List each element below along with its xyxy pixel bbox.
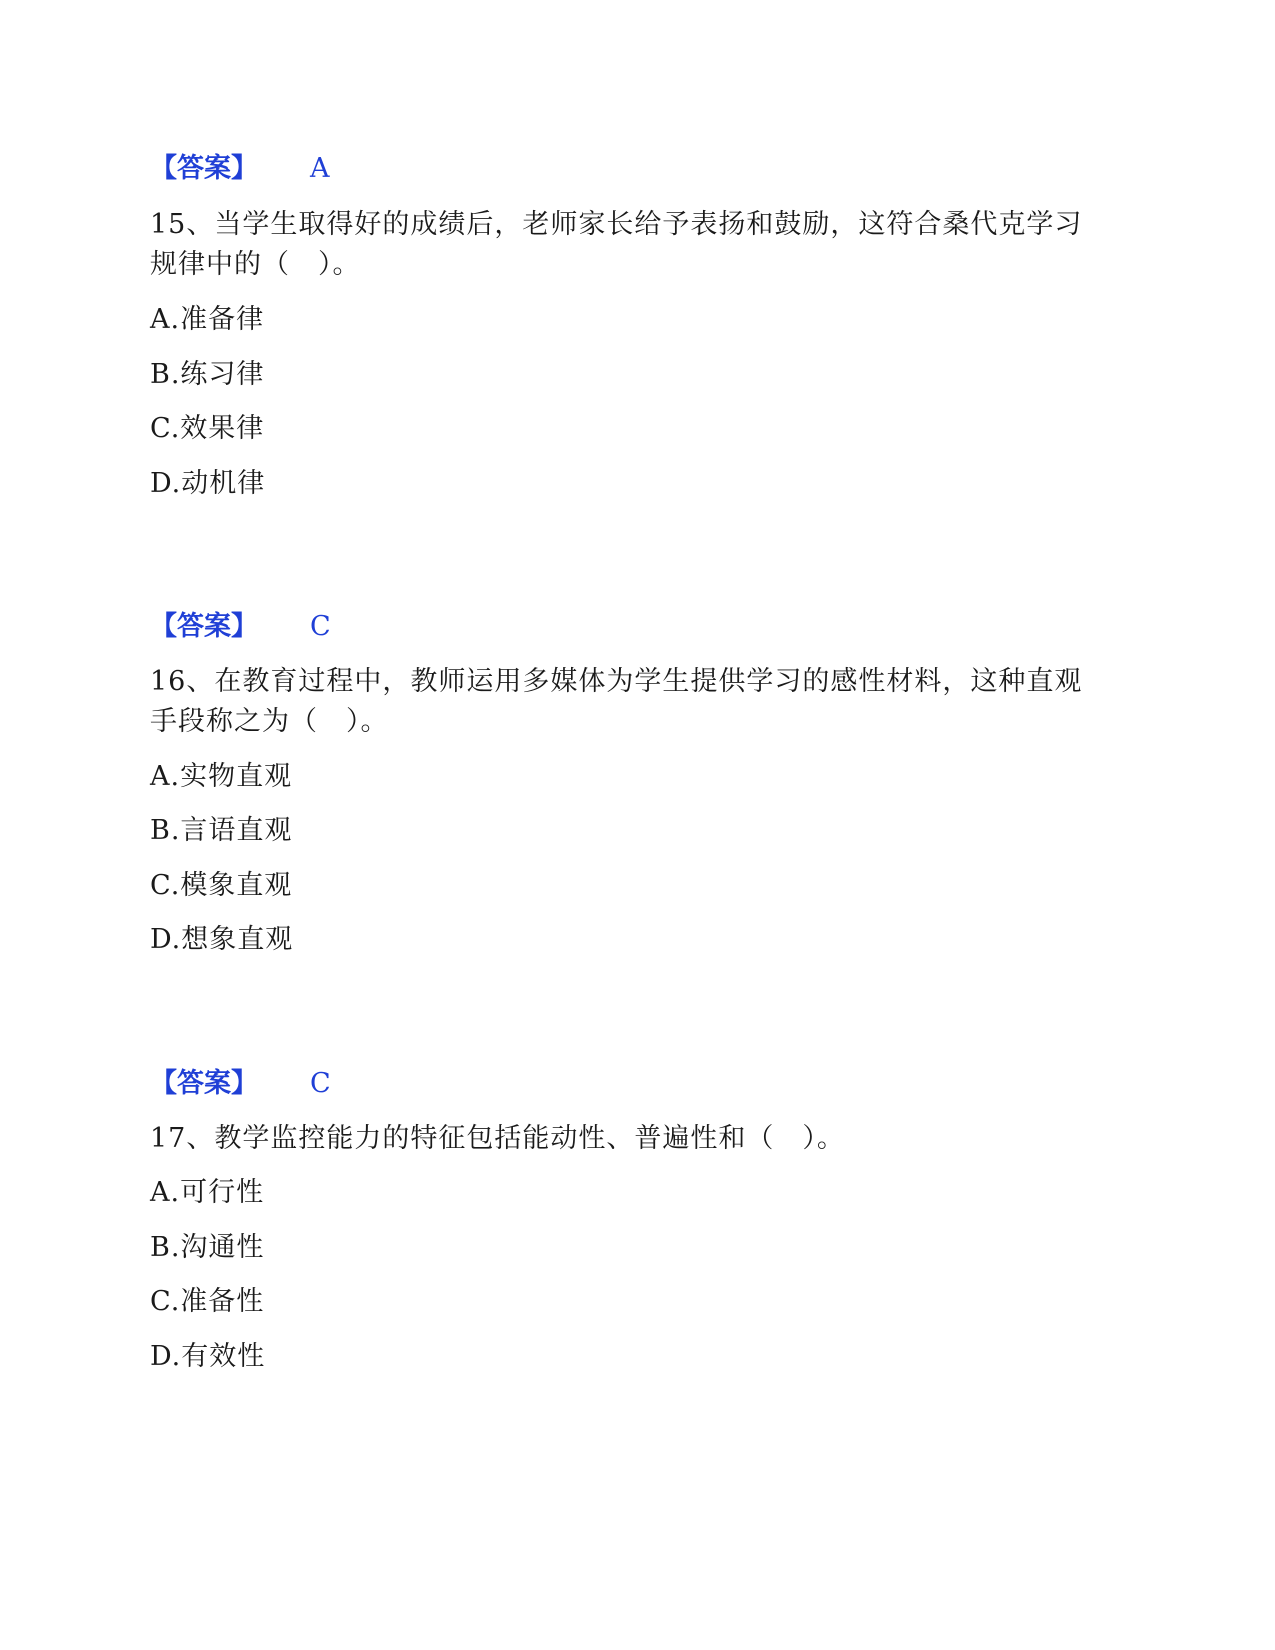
option-b: B.沟通性 [150, 1232, 265, 1263]
question-stem: 15、当学生取得好的成绩后，老师家长给予表扬和鼓励，这符合桑代克学习 [150, 209, 1083, 240]
option-c: C.准备性 [150, 1286, 265, 1317]
question-stem: 16、在教育过程中，教师运用多媒体为学生提供学习的感性材料，这种直观 [150, 666, 1083, 697]
answer-label: 【答案】 [150, 611, 258, 642]
option-b: B.练习律 [150, 359, 265, 390]
answer-value: C [310, 611, 331, 642]
question-stem: 17、教学监控能力的特征包括能动性、普遍性和（ ）。 [150, 1123, 845, 1154]
question-stem-continued: 规律中的（ ）。 [150, 249, 361, 280]
answer-label: 【答案】 [150, 153, 258, 184]
answer-label: 【答案】 [150, 1068, 258, 1099]
option-d: D.想象直观 [150, 924, 294, 955]
question-stem-continued: 手段称之为（ ）。 [150, 706, 389, 737]
answer-value: C [310, 1068, 331, 1099]
option-c: C.效果律 [150, 413, 265, 444]
option-a: A.准备律 [150, 304, 265, 335]
option-d: D.有效性 [150, 1341, 266, 1372]
option-d: D.动机律 [150, 468, 266, 499]
option-b: B.言语直观 [150, 815, 293, 846]
answer-row [150, 609, 550, 645]
answer-value: A [310, 153, 330, 184]
answer-row [150, 151, 550, 187]
option-a: A.可行性 [150, 1177, 265, 1208]
answer-row [150, 1066, 550, 1102]
option-c: C.模象直观 [150, 870, 293, 901]
option-a: A.实物直观 [150, 761, 293, 792]
